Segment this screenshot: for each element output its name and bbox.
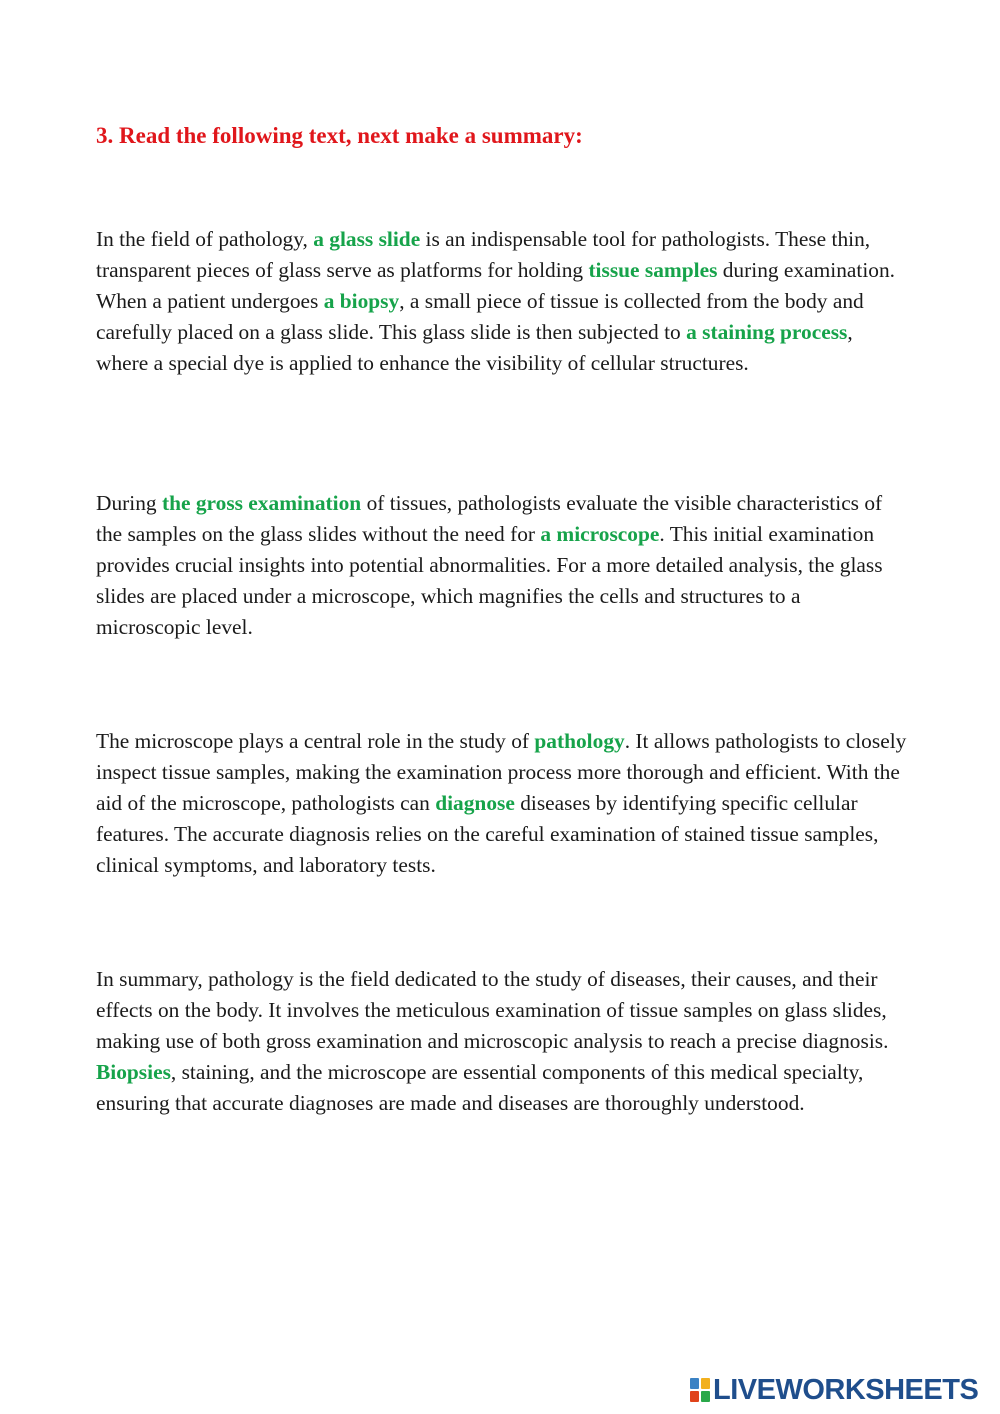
text-segment: , where a special dye is applied to enhance the visibility of cellular structures. [96, 320, 853, 375]
keyword: a staining process [686, 320, 848, 344]
text-segment: of tissues, pathologists evaluate the visible characteristics of the samples on the glass slides without the need for [96, 491, 883, 546]
keyword: diagnose [435, 791, 515, 815]
keyword: Biopsies [96, 1060, 171, 1084]
logo-text: LIVEWORKSHEETS [713, 1374, 979, 1406]
liveworksheets-logo[interactable] [690, 1372, 978, 1408]
keyword: a microscope [540, 522, 660, 546]
paragraph-microscope [96, 726, 908, 881]
exercise-heading: 3. Read the following text, next make a summary: [96, 123, 583, 148]
text-segment: during examination. When a patient undergoes [96, 258, 896, 313]
text-segment: , a small piece of tissue is collected from the body and carefully placed on a glass slide. This glass slide is then subjected to [96, 289, 864, 344]
keyword: tissue samples [588, 258, 718, 282]
paragraph-summary [96, 964, 908, 1119]
text-segment: is an indispensable tool for pathologists. These thin, transparent pieces of glass serve as platforms for holding [96, 227, 871, 282]
text-segment: , staining, and the microscope are essential components of this medical specialty, ensuring that accurate diagnoses are made and diseases are thoroughly understood. [96, 1060, 864, 1115]
text-segment: In summary, pathology is the field dedicated to the study of diseases, their causes, and their effects on the body. It involves the meticulous examination of tissue samples on glass slides, making use of both gross examination and microscopic analysis to reach a precise diagnosis. [96, 967, 889, 1053]
text-segment: During [96, 491, 162, 515]
text-segment: diseases by identifying specific cellular features. The accurate diagnosis relies on the careful examination of stained tissue samples, clinical symptoms, and laboratory tests. [96, 791, 879, 877]
keyword: pathology [534, 729, 625, 753]
text-segment: . It allows pathologists to closely inspect tissue samples, making the examination process more thorough and efficient. With the aid of the microscope, pathologists can [96, 729, 907, 815]
text-segment: The microscope plays a central role in the study of [96, 729, 535, 753]
text-segment: In the field of pathology, [96, 227, 314, 251]
paragraph-glass-slide [96, 224, 908, 379]
keyword: the gross examination [161, 491, 362, 515]
keyword: a biopsy [323, 289, 400, 313]
keyword: a glass slide [313, 227, 421, 251]
text-segment: . This initial examination provides crucial insights into potential abnormalities. For a more detailed analysis, the glass slides are placed under a microscope, which magnifies the cells and structures to a microscopic level. [96, 522, 883, 639]
liveworksheets-logo-icon [690, 1378, 710, 1402]
paragraph-gross-examination [96, 488, 908, 643]
